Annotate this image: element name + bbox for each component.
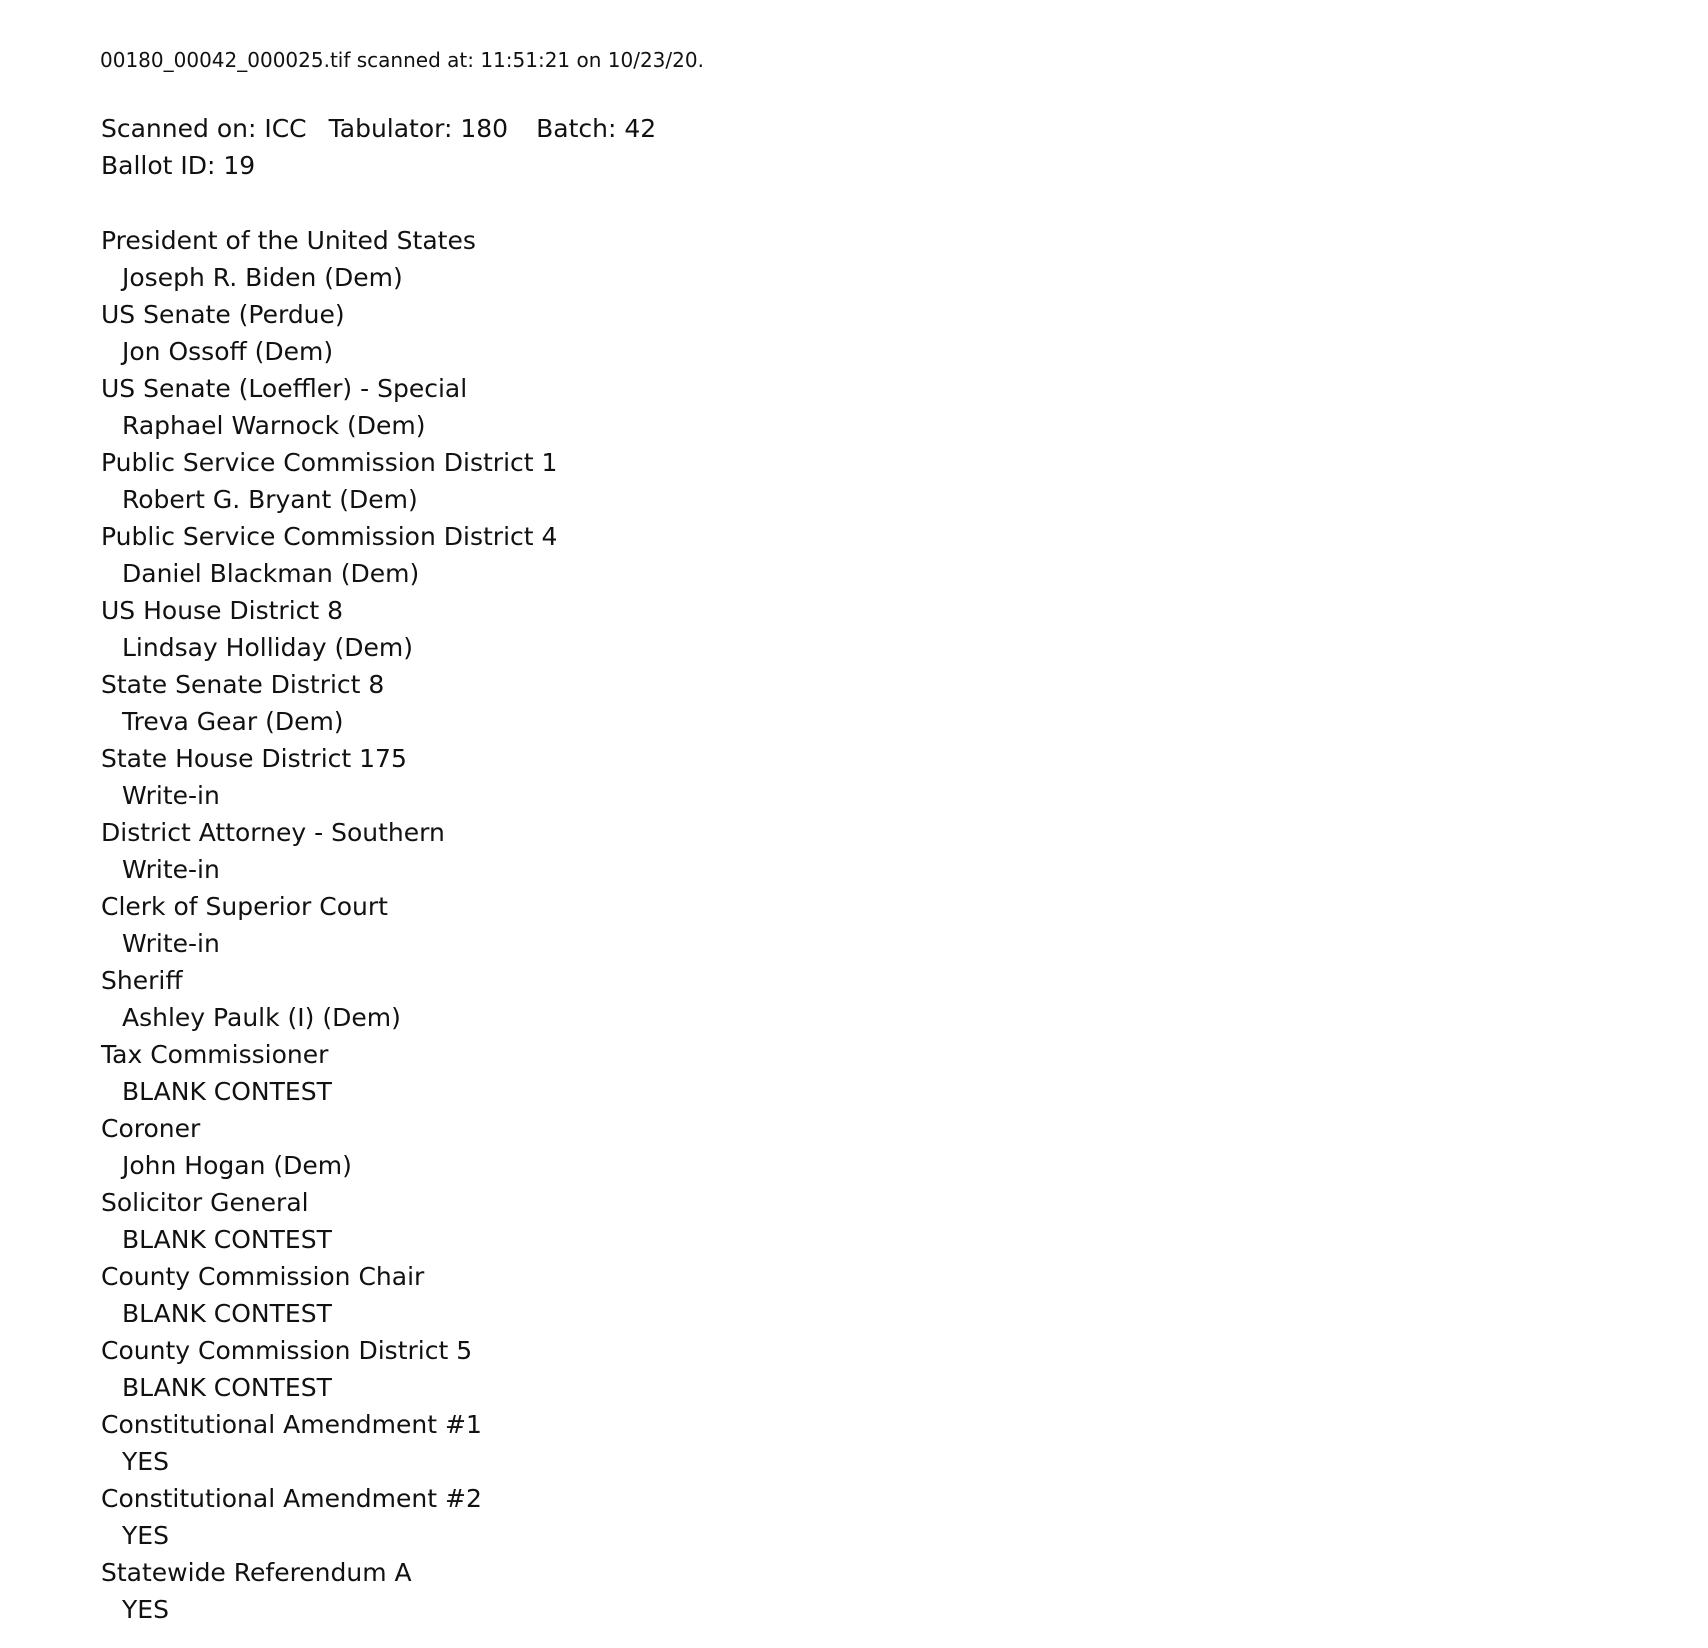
contest-item (101, 1332, 557, 1406)
contest-title: Public Service Commission District 4 (101, 522, 558, 551)
contest-title: President of the United States (101, 226, 476, 255)
contest-choice: YES (122, 1447, 169, 1476)
contest-choice: Joseph R. Biden (Dem) (122, 263, 403, 292)
ballot-id-row (101, 147, 656, 184)
contest-choice: BLANK CONTEST (122, 1373, 332, 1402)
contest-list (101, 222, 557, 1628)
contest-item (101, 1184, 557, 1258)
contest-title: State House District 175 (101, 744, 407, 773)
contest-title: US Senate (Loeffler) - Special (101, 374, 468, 403)
contest-choice: Raphael Warnock (Dem) (122, 411, 426, 440)
contest-title: Constitutional Amendment #2 (101, 1484, 482, 1513)
contest-item (101, 814, 557, 888)
ballot-id-text: Ballot ID: 19 (101, 151, 256, 180)
contest-title: Sheriff (101, 966, 183, 995)
contest-item (101, 740, 557, 814)
scan-info-row (101, 110, 656, 147)
contest-choice: Jon Ossoff (Dem) (122, 337, 334, 366)
contest-item (101, 296, 557, 370)
contest-title: State Senate District 8 (101, 670, 385, 699)
scanned-on-text: Scanned on: ICC (101, 114, 307, 143)
contest-choice: Robert G. Bryant (Dem) (122, 485, 418, 514)
contest-choice: BLANK CONTEST (122, 1225, 332, 1254)
contest-item (101, 444, 557, 518)
tabulator-text: Tabulator: 180 (328, 114, 509, 143)
contest-title: Constitutional Amendment #1 (101, 1410, 482, 1439)
contest-item (101, 888, 557, 962)
contest-item (101, 370, 557, 444)
contest-choice: Treva Gear (Dem) (122, 707, 344, 736)
contest-choice: Ashley Paulk (I) (Dem) (122, 1003, 401, 1032)
contest-title: Solicitor General (101, 1188, 309, 1217)
contest-title: Tax Commissioner (101, 1040, 329, 1069)
contest-title: County Commission Chair (101, 1262, 425, 1291)
contest-item (101, 962, 557, 1036)
contest-item (101, 1110, 557, 1184)
contest-choice: YES (122, 1595, 169, 1624)
contest-choice: Write-in (122, 781, 220, 810)
contest-choice: Lindsay Holliday (Dem) (122, 633, 414, 662)
contest-item (101, 592, 557, 666)
contest-title: Public Service Commission District 1 (101, 448, 558, 477)
scan-file-line: 00180_00042_000025.tif scanned at: 11:51:21 on 10/23/20. (100, 48, 704, 72)
contest-title: Statewide Referendum A (101, 1558, 412, 1587)
contest-choice: John Hogan (Dem) (122, 1151, 352, 1180)
contest-item (101, 222, 557, 296)
contest-choice: BLANK CONTEST (122, 1299, 332, 1328)
contest-title: US Senate (Perdue) (101, 300, 345, 329)
contest-title: Coroner (101, 1114, 201, 1143)
contest-item (101, 518, 557, 592)
batch-text: Batch: 42 (536, 114, 657, 143)
contest-choice: Write-in (122, 929, 220, 958)
contest-title: County Commission District 5 (101, 1336, 473, 1365)
contest-title: US House District 8 (101, 596, 344, 625)
ballot-metadata (101, 110, 656, 184)
contest-choice: Write-in (122, 855, 220, 884)
contest-item (101, 1406, 557, 1480)
contest-item (101, 1036, 557, 1110)
contest-choice: BLANK CONTEST (122, 1077, 332, 1106)
contest-title: Clerk of Superior Court (101, 892, 388, 921)
contest-item (101, 1480, 557, 1554)
contest-item (101, 1258, 557, 1332)
contest-choice: YES (122, 1521, 169, 1550)
contest-item (101, 666, 557, 740)
contest-title: District Attorney - Southern (101, 818, 445, 847)
contest-choice: Daniel Blackman (Dem) (122, 559, 420, 588)
contest-item (101, 1554, 557, 1628)
